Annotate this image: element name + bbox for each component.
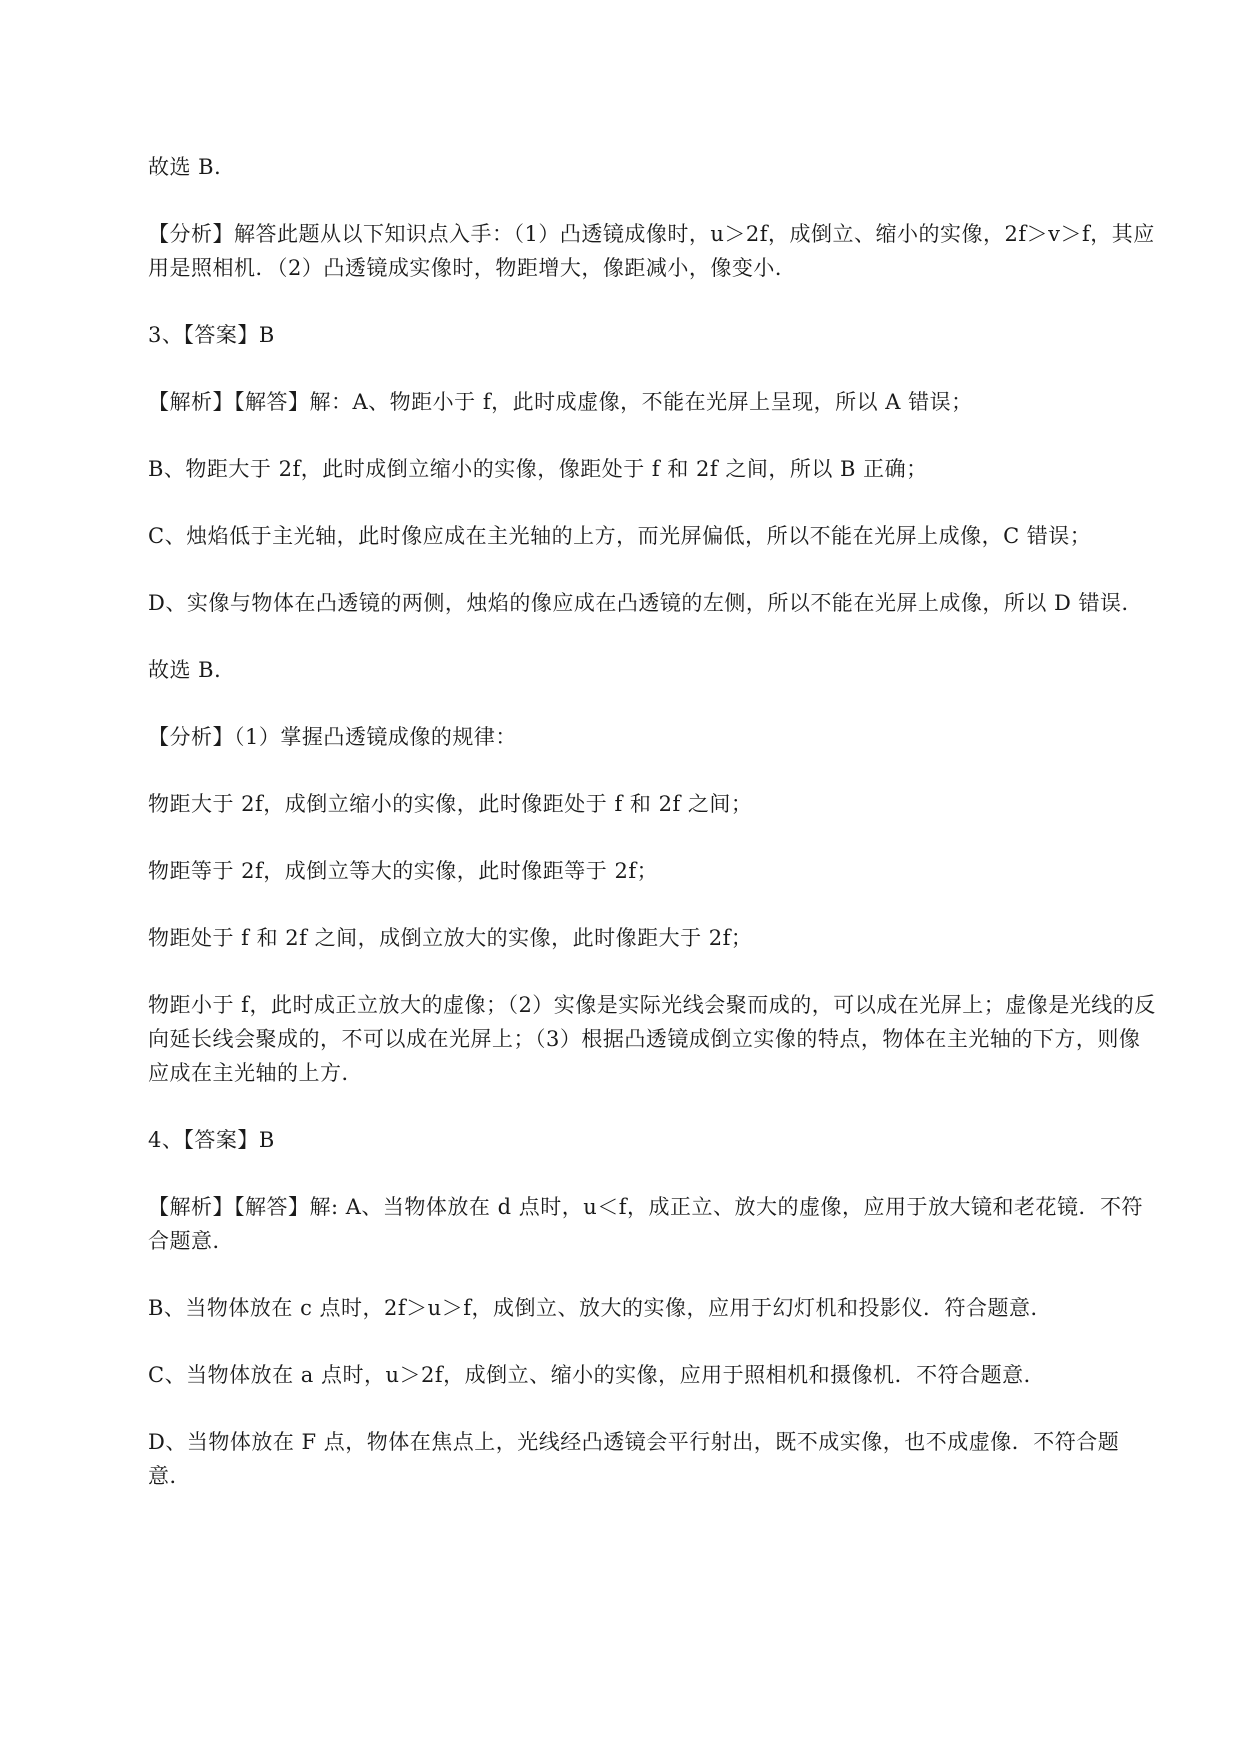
paragraph-conclusion-3: 故选 B． (148, 658, 236, 682)
paragraph-solution-3a: 【解析】【解答】解：A、物距小于 f，此时成虚像，不能在光屏上呈现，所以 A 错误； (148, 390, 973, 414)
paragraph-rule-4: 物距小于 f，此时成正立放大的虚像；（2）实像是实际光线会聚而成的，可以成在光屏上；虚像是光线的反向延长线会聚成的，不可以成在光屏上；（3）根据凸透镜成倒立实像的特点，物体在主光轴的下方，则像应成在主光轴的上方． (148, 993, 1156, 1085)
paragraph-solution-4c: C、当物体放在 a 点时，u＞2f，成倒立、缩小的实像，应用于照相机和摄像机．不符合题意． (148, 1363, 1046, 1387)
paragraph-solution-3d: D、实像与物体在凸透镜的两侧，烛焰的像应成在凸透镜的左侧，所以不能在光屏上成像，所以 D 错误． (148, 591, 1144, 615)
paragraph-solution-4a: 【解析】【解答】解: A、当物体放在 d 点时，u＜f，成正立、放大的虚像，应用于放大镜和老花镜．不符合题意． (148, 1195, 1144, 1253)
paragraph-answer-4: 4、【答案】B (148, 1128, 275, 1152)
page-content (148, 150, 1158, 1493)
paragraph-analysis-2: 【分析】解答此题从以下知识点入手：（1）凸透镜成像时，u＞2f，成倒立、缩小的实像，2f＞v＞f，其应用是照相机．（2）凸透镜成实像时，物距增大，像距减小，像变小． (148, 222, 1155, 280)
paragraph-conclusion-1: 故选 B． (148, 155, 236, 179)
paragraph-solution-3c: C、烛焰低于主光轴，此时像应成在主光轴的上方，而光屏偏低，所以不能在光屏上成像，C 错误； (148, 524, 1092, 548)
paragraph-solution-4d: D、当物体放在 F 点，物体在焦点上，光线经凸透镜会平行射出，既不成实像，也不成虚像．不符合题意． (148, 1430, 1120, 1488)
paragraph-solution-3b: B、物距大于 2f，此时成倒立缩小的实像，像距处于 f 和 2f 之间，所以 B 正确； (148, 457, 928, 481)
paragraph-analysis-3: 【分析】（1）掌握凸透镜成像的规律： (148, 725, 517, 749)
paragraph-rule-1: 物距大于 2f，成倒立缩小的实像，此时像距处于 f 和 2f 之间； (148, 792, 753, 816)
paragraph-solution-4b: B、当物体放在 c 点时，2f＞u＞f，成倒立、放大的实像，应用于幻灯机和投影仪．符合题意． (148, 1296, 1052, 1320)
paragraph-answer-3: 3、【答案】B (148, 323, 275, 347)
paragraph-rule-3: 物距处于 f 和 2f 之间，成倒立放大的实像，此时像距大于 2f； (148, 926, 753, 950)
paragraph-rule-2: 物距等于 2f，成倒立等大的实像，此时像距等于 2f； (148, 859, 659, 883)
